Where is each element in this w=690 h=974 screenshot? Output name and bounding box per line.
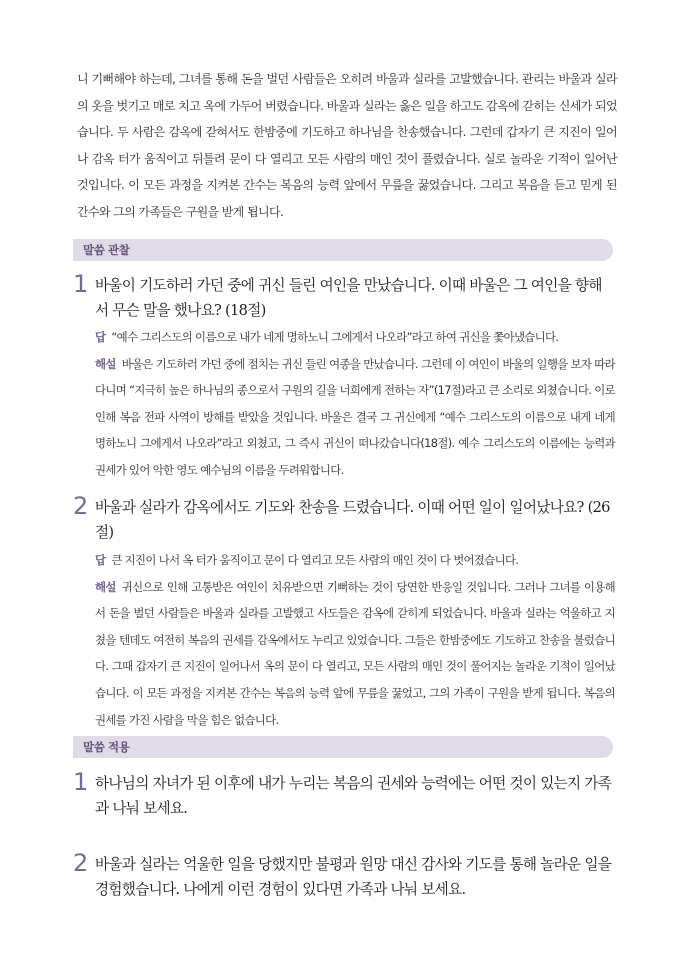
section-title: 말씀 관찰 — [83, 243, 130, 257]
question-text: 바울과 실라는 억울한 일을 당했지만 불평과 원망 대신 감사와 기도를 통해 놀라운 일을 경험했습니다. 나에게 이런 경험이 있다면 가족과 나눠 보세요. — [95, 856, 612, 898]
question-text: 바울이 기도하러 가던 중에 귀신 들린 여인을 만났습니다. 이때 바울은 그 여인을 향해서 무슨 말을 했나요? (18절) — [95, 277, 602, 319]
observation-answer-1 — [95, 324, 615, 484]
explanation-block — [95, 574, 615, 734]
explanation-label: 해설 — [95, 579, 116, 594]
answer-text: 큰 지진이 나서 옥 터가 움직이고 문이 다 열리고 모든 사람의 매인 것이 다 벗어졌습니다. — [111, 553, 519, 567]
question-text: 하나님의 자녀가 된 이후에 내가 누리는 복음의 권세와 능력에는 어떤 것이 있는지 가족과 나눠 보세요. — [95, 775, 612, 817]
explanation-text: 바울은 기도하러 가던 중에 점치는 귀신 들린 여종을 만났습니다. 그런데 이 여인이 바울의 일행을 보자 따라다니며 “지극히 높은 하나님의 종으로서 구원의 길을 너희에게 전하는 자”(17절)라고 큰 소리로 외쳤습니다. 이로 인해 복음 전파 사역이 방해를 받았을 것입니다. 바울은 결국 그 귀신에게 “예수 그리스도의 이름으로 내게 네게 명하노니 그에게서 나오라”라고 외쳤고, 그 즉시 귀신이 떠나갔습니다(18절). 예수 그리스도의 이름에는 능력과 권세가 있어 악한 영도 예수님의 이름을 두려워합니다. — [95, 356, 615, 477]
section-header-observation — [73, 239, 613, 261]
answer-label: 답 — [95, 330, 106, 344]
explanation-block — [95, 351, 615, 484]
question-text: 바울과 실라가 감옥에서도 기도와 찬송을 드렸습니다. 이때 어떤 일이 일어났나요? (26절) — [95, 499, 610, 541]
section-title: 말씀 적용 — [83, 740, 130, 754]
explanation-text: 귀신으로 인해 고통받은 여인이 치유받으면 기뻐하는 것이 당연한 반응일 것입니다. 그러나 그녀를 이용해서 돈을 벌던 사람들은 바울과 실라를 고발했고 사도들은 감옥에 갇히게 되었습니다. 바울과 실라는 억울하고 지쳤을 텐데도 여전히 복음의 권세를 감옥에서도 누리고 있었습니다. 그들은 한밤중에도 기도하고 찬송을 불렀습니다. 그때 갑자기 큰 지진이 일어나서 옥의 문이 다 열리고, 모든 사람의 매인 것이 풀어지는 놀라운 기적이 일어났습니다. 이 모든 과정을 지켜본 간수는 복음의 능력 앞에 무릎을 꿇었고, 그의 가족이 구원을 받게 됩니다. 복음의 권세를 가진 사람을 막을 힘은 없습니다. — [95, 579, 615, 727]
answer-line — [95, 324, 615, 351]
answer-line — [95, 547, 615, 574]
section-header-application — [73, 736, 613, 758]
intro-paragraph: 니 기뻐해야 하는데, 그녀를 통해 돈을 벌던 사람들은 오히려 바울과 실라를 고발했습니다. 관리는 바울과 실라의 옷을 벗기고 매로 치고 옥에 가두어 버렸습니다. 바울과 실라는 옳은 일을 하고도 감옥에 갇히는 신세가 되었습니다. 두 사람은 감옥에 갇혀서도 한밤중에 기도하고 하나님을 찬송했습니다. 그런데 갑자기 큰 지진이 일어나 감옥 터가 움직이고 뒤틀려 문이 다 열리고 모든 사람의 매인 것이 풀렸습니다. 실로 놀라운 기적이 일어난 것입니다. 이 모든 과정을 지켜본 간수는 복음의 능력 앞에서 무릎을 꿇었습니다. 그리고 복음을 듣고 믿게 된 간수와 그의 가족들은 구원을 받게 됩니다. — [77, 72, 617, 219]
observation-answer-2 — [95, 547, 615, 733]
question-number: 2 — [73, 492, 89, 520]
question-number: 1 — [73, 768, 89, 796]
answer-label: 답 — [95, 553, 106, 567]
question-number: 2 — [73, 849, 89, 877]
explanation-label: 해설 — [95, 356, 116, 371]
question-number: 1 — [73, 270, 89, 298]
answer-text: “예수 그리스도의 이름으로 내가 네게 명하노니 그에게서 나오라”라고 하여 귀신을 쫓아냈습니다. — [111, 330, 559, 344]
